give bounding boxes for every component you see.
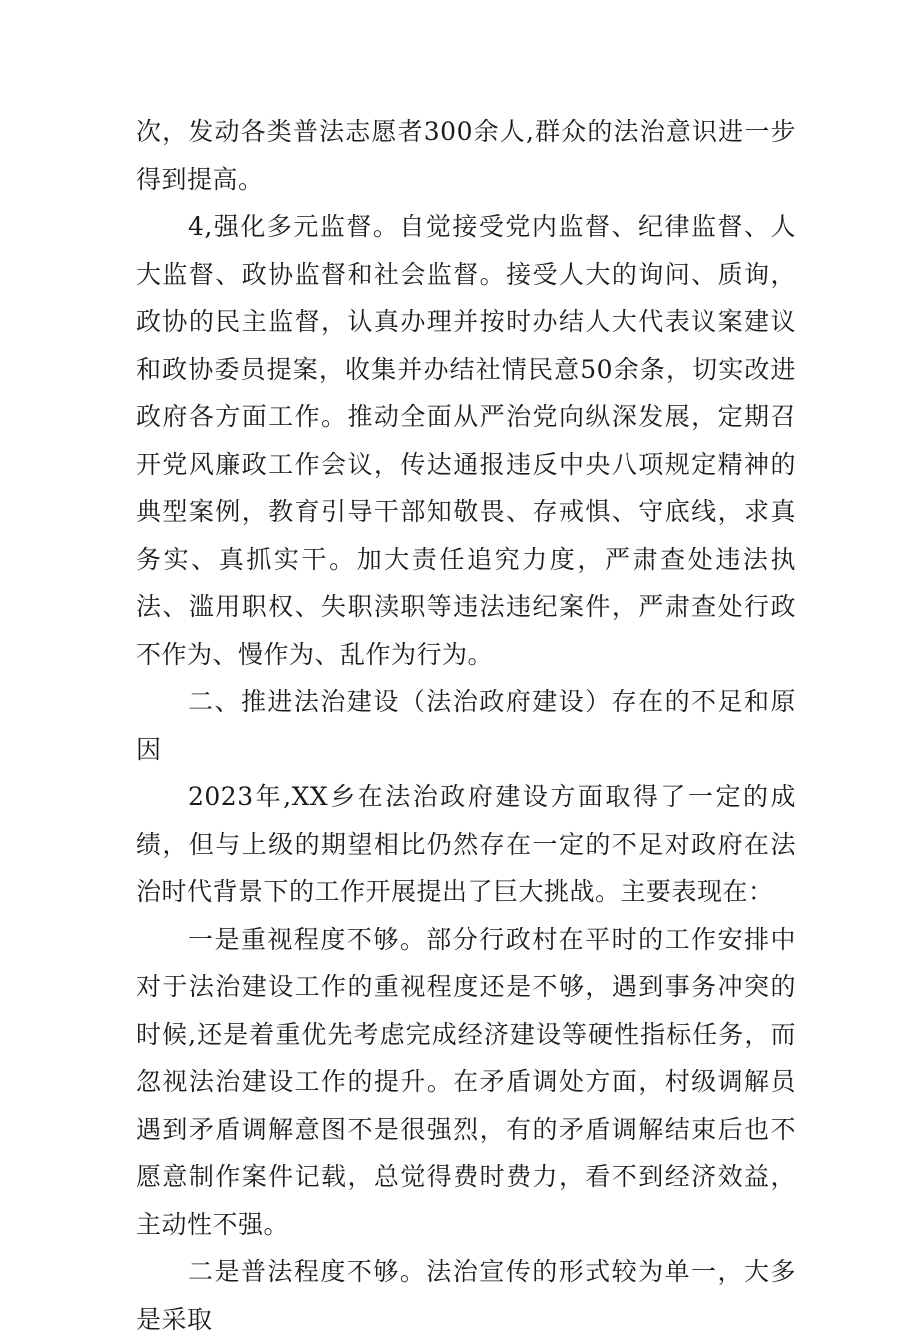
paragraph-continuation: 次，发动各类普法志愿者300余人,群众的法治意识进一步得到提高。 [136, 117, 796, 194]
paragraph-insufficient-attention: 一是重视程度不够。部分行政村在平时的工作安排中对于法治建设工作的重视程度还是不够，遇到事务冲突的时候,还是着重优先考虑完成经济建设等硬性指标任务，而忽视法治建设工作的提升。在矛盾调处方面，村级调解员遇到矛盾调解意图不是很强烈，有的矛盾调解结束后也不愿意制作案件记载，总觉得费时费力，看不到经济效益，主动性不强。 [136, 924, 796, 1239]
paragraph-2023-summary: 2023年,XX乡在法治政府建设方面取得了一定的成绩，但与上级的期望相比仍然存在一定的不足对政府在法治时代背景下的工作开展提出了巨大挑战。主要表现在： [136, 782, 796, 906]
document-body [136, 108, 796, 1343]
paragraph-insufficient-legal-education: 二是普法程度不够。法治宣传的形式较为单一，大多是采取 [136, 1257, 796, 1334]
paragraph-strengthen-supervision: 4,强化多元监督。自觉接受党内监督、纪律监督、人大监督、政协监督和社会监督。接受人大的询问、质询，政协的民主监督，认真办理并按时办结人大代表议案建议和政协委员提案，收集并办结社情民意50余条，切实改进政府各方面工作。推动全面从严治党向纵深发展，定期召开党风廉政工作会议，传达通报违反中央八项规定精神的典型案例，教育引导干部知敬畏、存戒惧、守底线，求真务实、真抓实干。加大责任追究力度，严肃查处违法执法、滥用职权、失职渎职等违法违纪案件，严肃查处行政不作为、慢作为、乱作为行为。 [136, 212, 796, 669]
section-heading-shortcomings: 二、推进法治建设（法治政府建设）存在的不足和原因 [136, 687, 796, 764]
